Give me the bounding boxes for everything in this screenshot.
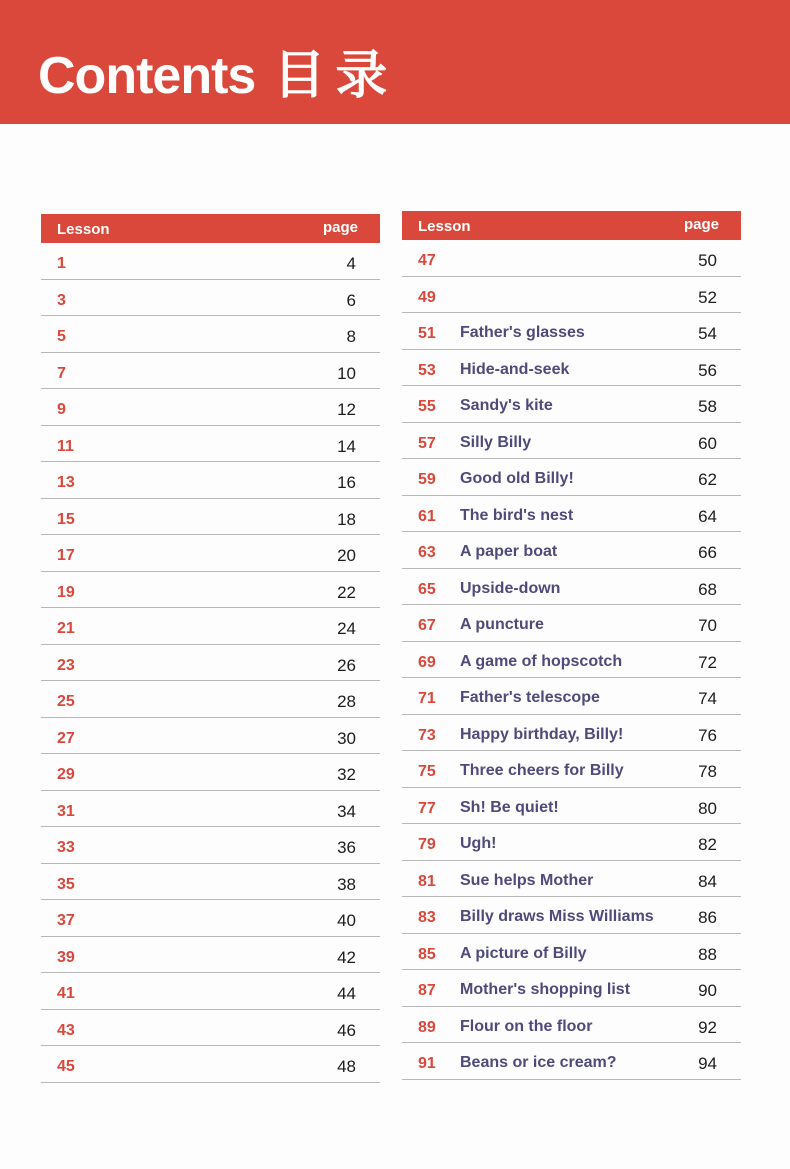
lesson-number: 17 <box>57 547 75 564</box>
lesson-title: Mother's shopping list <box>460 981 631 998</box>
page-number: 70 <box>698 616 717 635</box>
table-row <box>41 316 380 353</box>
contents-table-left <box>41 214 380 1083</box>
table-header <box>41 214 380 243</box>
page-number: 64 <box>698 506 717 526</box>
table-row <box>41 608 380 645</box>
lesson-title: Hide-and-seek <box>460 360 570 378</box>
lesson-number: 19 <box>57 583 75 601</box>
table-row <box>402 897 741 934</box>
lesson-number: 71 <box>418 690 436 707</box>
table-row <box>41 718 380 755</box>
lesson-title: Sandy's kite <box>460 397 553 414</box>
page-number: 22 <box>337 582 356 602</box>
table-row <box>41 754 380 791</box>
lesson-number: 49 <box>418 288 436 306</box>
page-number: 32 <box>337 765 356 784</box>
lesson-title: Silly Billy <box>460 433 532 451</box>
table-row <box>41 681 380 718</box>
lesson-number: 59 <box>418 471 436 488</box>
title-cn: 目录 <box>273 47 398 105</box>
page-number: 36 <box>337 838 356 857</box>
lesson-number: 9 <box>57 401 66 418</box>
page-number: 50 <box>698 251 717 270</box>
lesson-title: A game of hopscotch <box>460 652 623 670</box>
lesson-number: 3 <box>57 291 66 309</box>
table-row <box>41 827 380 864</box>
lesson-title: Three cheers for Billy <box>460 762 624 779</box>
table-row <box>402 423 741 460</box>
table-row <box>41 462 380 499</box>
lesson-title: Father's glasses <box>460 324 585 341</box>
lesson-number: 27 <box>57 729 75 747</box>
lesson-number: 13 <box>57 474 75 491</box>
table-row <box>402 313 741 350</box>
lesson-title: Sue helps Mother <box>460 871 594 889</box>
page-number: 4 <box>346 254 356 273</box>
page-number: 84 <box>698 871 717 891</box>
table-row <box>402 496 741 533</box>
table-row <box>41 1046 380 1083</box>
lesson-number: 7 <box>57 364 66 382</box>
lesson-number: 91 <box>418 1055 436 1072</box>
table-row <box>402 386 741 423</box>
lesson-number: 67 <box>418 617 436 634</box>
table-row <box>41 353 380 390</box>
table-row <box>41 937 380 974</box>
page-number: 72 <box>698 652 717 672</box>
lesson-title: A paper boat <box>460 543 558 560</box>
lesson-column-header: Lesson <box>418 218 471 235</box>
table-row <box>402 715 741 752</box>
page-number: 14 <box>337 436 356 456</box>
page-number: 52 <box>698 287 717 307</box>
table-row <box>41 900 380 937</box>
page-number: 80 <box>698 798 717 818</box>
lesson-number: 55 <box>418 398 436 415</box>
table-row <box>402 277 741 314</box>
page-number: 68 <box>698 579 717 599</box>
page-number: 48 <box>337 1057 356 1076</box>
lesson-number: 29 <box>57 766 75 783</box>
page-number: 42 <box>337 947 356 967</box>
page-number: 86 <box>698 908 717 927</box>
table-row <box>402 1007 741 1044</box>
lesson-number: 23 <box>57 656 75 674</box>
lesson-column-header: Lesson <box>57 221 110 238</box>
page-number: 94 <box>698 1054 717 1073</box>
title-en: Contents <box>38 47 256 105</box>
lesson-number: 57 <box>418 434 436 452</box>
lesson-number: 77 <box>418 799 436 817</box>
lesson-title: Upside-down <box>460 579 561 597</box>
page-number: 20 <box>337 546 356 565</box>
page-number: 90 <box>698 981 717 1000</box>
table-row <box>41 645 380 682</box>
table-row <box>41 280 380 317</box>
table-row <box>41 973 380 1010</box>
page-number: 44 <box>337 984 356 1003</box>
page-number: 54 <box>698 324 717 343</box>
table-row <box>402 678 741 715</box>
table-row <box>41 572 380 609</box>
page-number: 6 <box>346 290 356 310</box>
page-number: 38 <box>337 874 356 894</box>
lesson-title: Billy draws Miss Williams <box>460 908 654 925</box>
table-row <box>402 532 741 569</box>
page-number: 58 <box>698 397 717 416</box>
table-row <box>41 1010 380 1047</box>
table-row <box>41 389 380 426</box>
table-row <box>402 1043 741 1080</box>
page-number: 66 <box>698 543 717 562</box>
page-number: 76 <box>698 725 717 745</box>
lesson-title: Flour on the floor <box>460 1017 593 1035</box>
page-number: 56 <box>698 360 717 380</box>
table-row <box>41 426 380 463</box>
table-row <box>402 751 741 788</box>
page-number: 78 <box>698 762 717 781</box>
lesson-number: 43 <box>57 1021 75 1039</box>
table-row <box>402 459 741 496</box>
page-number: 34 <box>337 801 356 821</box>
lesson-title: The bird's nest <box>460 506 574 524</box>
contents-banner <box>0 0 790 124</box>
table-header <box>402 211 741 240</box>
table-row <box>402 861 741 898</box>
lesson-number: 37 <box>57 912 75 929</box>
page-column-header: page <box>683 216 719 233</box>
page-number: 10 <box>337 363 356 383</box>
lesson-number: 31 <box>57 802 75 820</box>
lesson-number: 45 <box>57 1058 75 1075</box>
lesson-number: 69 <box>418 653 436 671</box>
page-number: 18 <box>337 509 356 529</box>
lesson-number: 25 <box>57 693 75 710</box>
page-number: 40 <box>337 911 356 930</box>
lesson-number: 11 <box>57 437 74 455</box>
table-row <box>41 791 380 828</box>
table-row <box>402 970 741 1007</box>
lesson-number: 75 <box>418 763 436 780</box>
lesson-number: 5 <box>57 328 66 345</box>
contents-table-right <box>402 211 741 1080</box>
page-number: 16 <box>337 473 356 492</box>
lesson-number: 47 <box>418 252 436 269</box>
page-number: 74 <box>698 689 717 708</box>
lesson-number: 21 <box>57 620 75 637</box>
table-row <box>402 642 741 679</box>
table-row <box>402 934 741 971</box>
lesson-title: Happy birthday, Billy! <box>460 725 624 743</box>
page-number: 30 <box>337 728 356 748</box>
table-row <box>41 535 380 572</box>
lesson-number: 33 <box>57 839 75 856</box>
lesson-title: A picture of Billy <box>460 944 587 962</box>
table-row <box>402 350 741 387</box>
lesson-number: 53 <box>418 361 436 379</box>
lesson-number: 85 <box>418 945 436 963</box>
page-number: 24 <box>337 619 356 638</box>
page-column-header: page <box>322 219 358 236</box>
lesson-number: 87 <box>418 982 436 999</box>
table-row <box>41 864 380 901</box>
table-row <box>402 605 741 642</box>
table-row <box>41 243 380 280</box>
lesson-number: 89 <box>418 1018 436 1036</box>
lesson-number: 1 <box>57 255 66 272</box>
page-number: 88 <box>698 944 717 964</box>
page-number: 92 <box>698 1017 717 1037</box>
lesson-number: 63 <box>418 544 436 561</box>
lesson-number: 41 <box>57 985 75 1002</box>
lesson-title: A puncture <box>460 616 544 633</box>
lesson-number: 65 <box>418 580 436 598</box>
page-number: 12 <box>337 400 356 419</box>
page-number: 60 <box>698 433 717 453</box>
page-number: 82 <box>698 835 717 854</box>
lesson-number: 81 <box>418 872 436 890</box>
lesson-title: Sh! Be quiet! <box>460 798 559 816</box>
lesson-title: Beans or ice cream? <box>460 1054 617 1071</box>
lesson-number: 39 <box>57 948 75 966</box>
lesson-number: 51 <box>418 325 436 342</box>
lesson-title: Ugh! <box>460 835 497 852</box>
page-title <box>38 46 397 106</box>
page-number: 26 <box>337 655 356 675</box>
table-row <box>402 788 741 825</box>
lesson-number: 73 <box>418 726 436 744</box>
page-number: 46 <box>337 1020 356 1040</box>
page-number: 62 <box>698 470 717 489</box>
lesson-number: 15 <box>57 510 75 528</box>
lesson-number: 79 <box>418 836 436 853</box>
lesson-title: Father's telescope <box>460 689 600 706</box>
page-number: 28 <box>337 692 356 711</box>
lesson-number: 35 <box>57 875 75 893</box>
table-row <box>402 569 741 606</box>
lesson-number: 61 <box>418 507 436 525</box>
table-row <box>402 824 741 861</box>
page-number: 8 <box>346 327 356 346</box>
lesson-number: 83 <box>418 909 436 926</box>
lesson-title: Good old Billy! <box>460 470 574 487</box>
table-row <box>402 240 741 277</box>
table-row <box>41 499 380 536</box>
